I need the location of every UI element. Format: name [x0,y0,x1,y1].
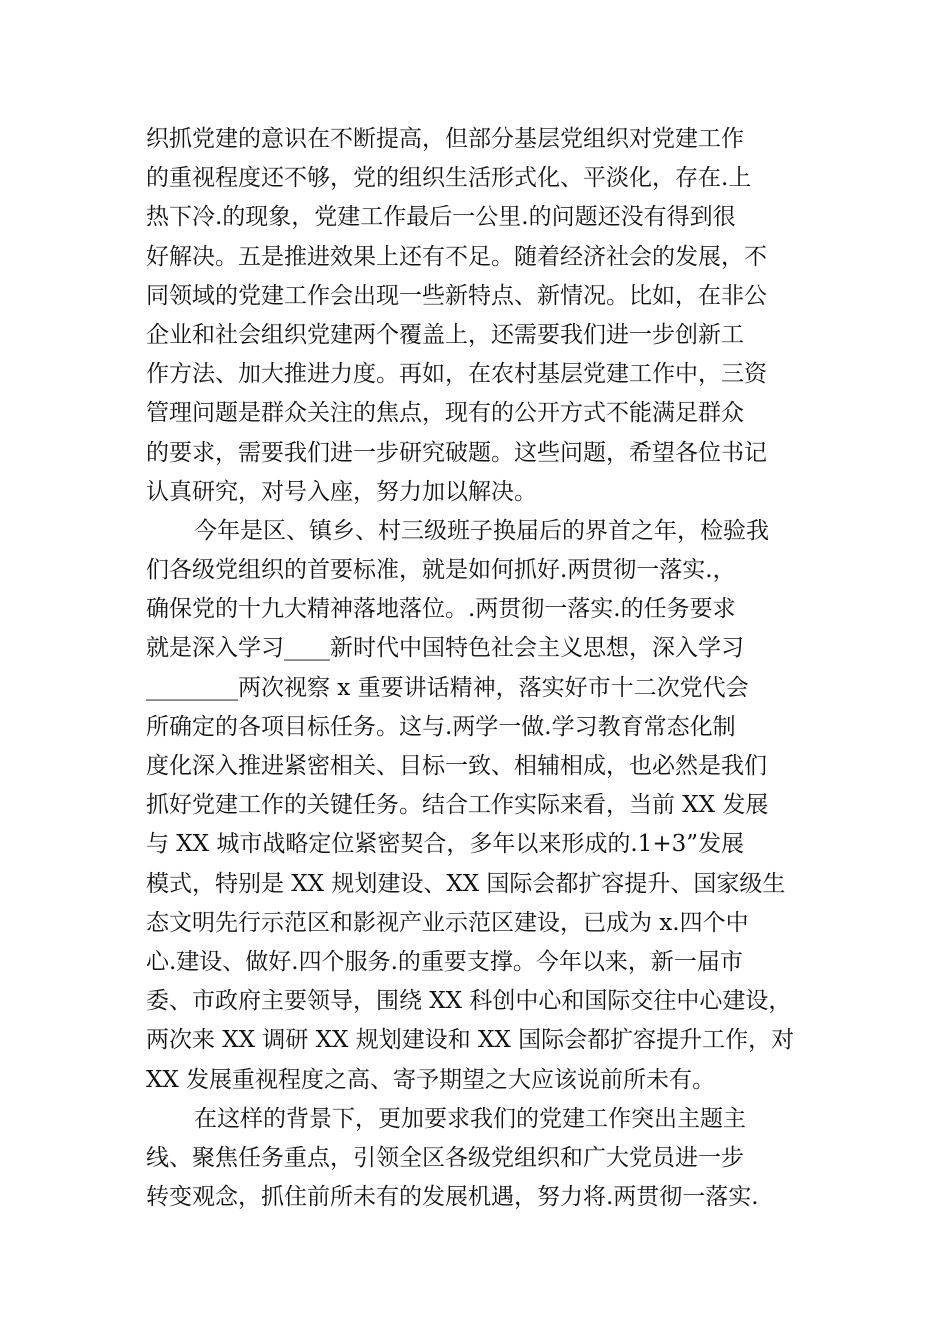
text-line: 就是深入学习____新时代中国特色社会主义思想，深入学习 [146,635,744,662]
text-line: 好解决。五是推进效果上还有不足。随着经济社会的发展，不 [146,243,767,270]
text-line: 心.建设、做好.四个服务.的重要支撑。今年以来，新一届市 [146,948,743,975]
text-line: 在这样的背景下，更加要求我们的党建工作突出主题主 [194,1105,746,1132]
text-line: 与 XX 城市战略定位紧密契合，多年以来形成的.1+3”发展 [146,831,744,858]
text-line: ________两次视察 x 重要讲话精神，落实好市十二次党代会 [146,674,749,701]
text-line: 企业和社会组织党建两个覆盖上，还需要我们进一步创新工 [146,321,744,348]
text-line: 认真研究，对号入座，努力加以解决。 [146,478,537,505]
text-line: 抓好党建工作的关键任务。结合工作实际来看，当前 XX 发展 [146,792,769,819]
text-line: 态文明先行示范区和影视产业示范区建设，已成为 x.四个中 [146,909,749,936]
text-line: 转变观念，抓住前所未有的发展机遇，努力将.两贯彻一落实. [146,1184,759,1211]
text-line: XX 发展重视程度之高、寄予期望之大应该说前所未有。 [146,1066,716,1093]
text-line: 的要求，需要我们进一步研究破题。这些问题，希望各位书记 [146,439,767,466]
text-line: 管理问题是群众关注的焦点，现有的公开方式不能满足群众 [146,400,744,427]
text-line: 确保党的十九大精神落地落位。.两贯彻一落实.的任务要求 [146,596,736,623]
text-line: 的重视程度还不够，党的组织生活形式化、平淡化，存在.上 [146,165,752,192]
text-line: 同领域的党建工作会出现一些新特点、新情况。比如，在非公 [146,282,767,309]
text-line: 委、市政府主要领导，围绕 XX 科创中心和国际交往中心建设， [146,988,792,1015]
text-line: 度化深入推进紧密相关、目标一致、相辅相成，也必然是我们 [146,753,767,779]
text-line: 们各级党组织的首要标准，就是如何抓好.两贯彻一落实.， [146,557,736,584]
text-line: 热下冷.的现象，党建工作最后一公里.的问题还没有得到很 [146,204,736,231]
text-line: 所确定的各项目标任务。这与.两学一做.学习教育常态化制 [146,713,736,740]
paragraph-2 [146,512,826,1100]
document-body [146,120,826,1217]
text-line: 模式，特别是 XX 规划建设、XX 国际会都扩容提升、国家级生 [146,870,786,897]
paragraph-1 [146,120,826,512]
paragraph-3 [146,1100,826,1218]
text-line: 作方法、加大推进力度。再如，在农村基层党建工作中，三资 [146,361,767,388]
text-line: 织抓党建的意识在不断提高，但部分基层党组织对党建工作 [146,126,744,152]
text-line: 今年是区、镇乡、村三级班子换届后的界首之年，检验我 [194,517,769,544]
text-line: 线、聚焦任务重点，引领全区各级党组织和广大党员进一步 [146,1144,744,1171]
text-line: 两次来 XX 调研 XX 规划建设和 XX 国际会都扩容提升工作，对 [146,1027,795,1054]
